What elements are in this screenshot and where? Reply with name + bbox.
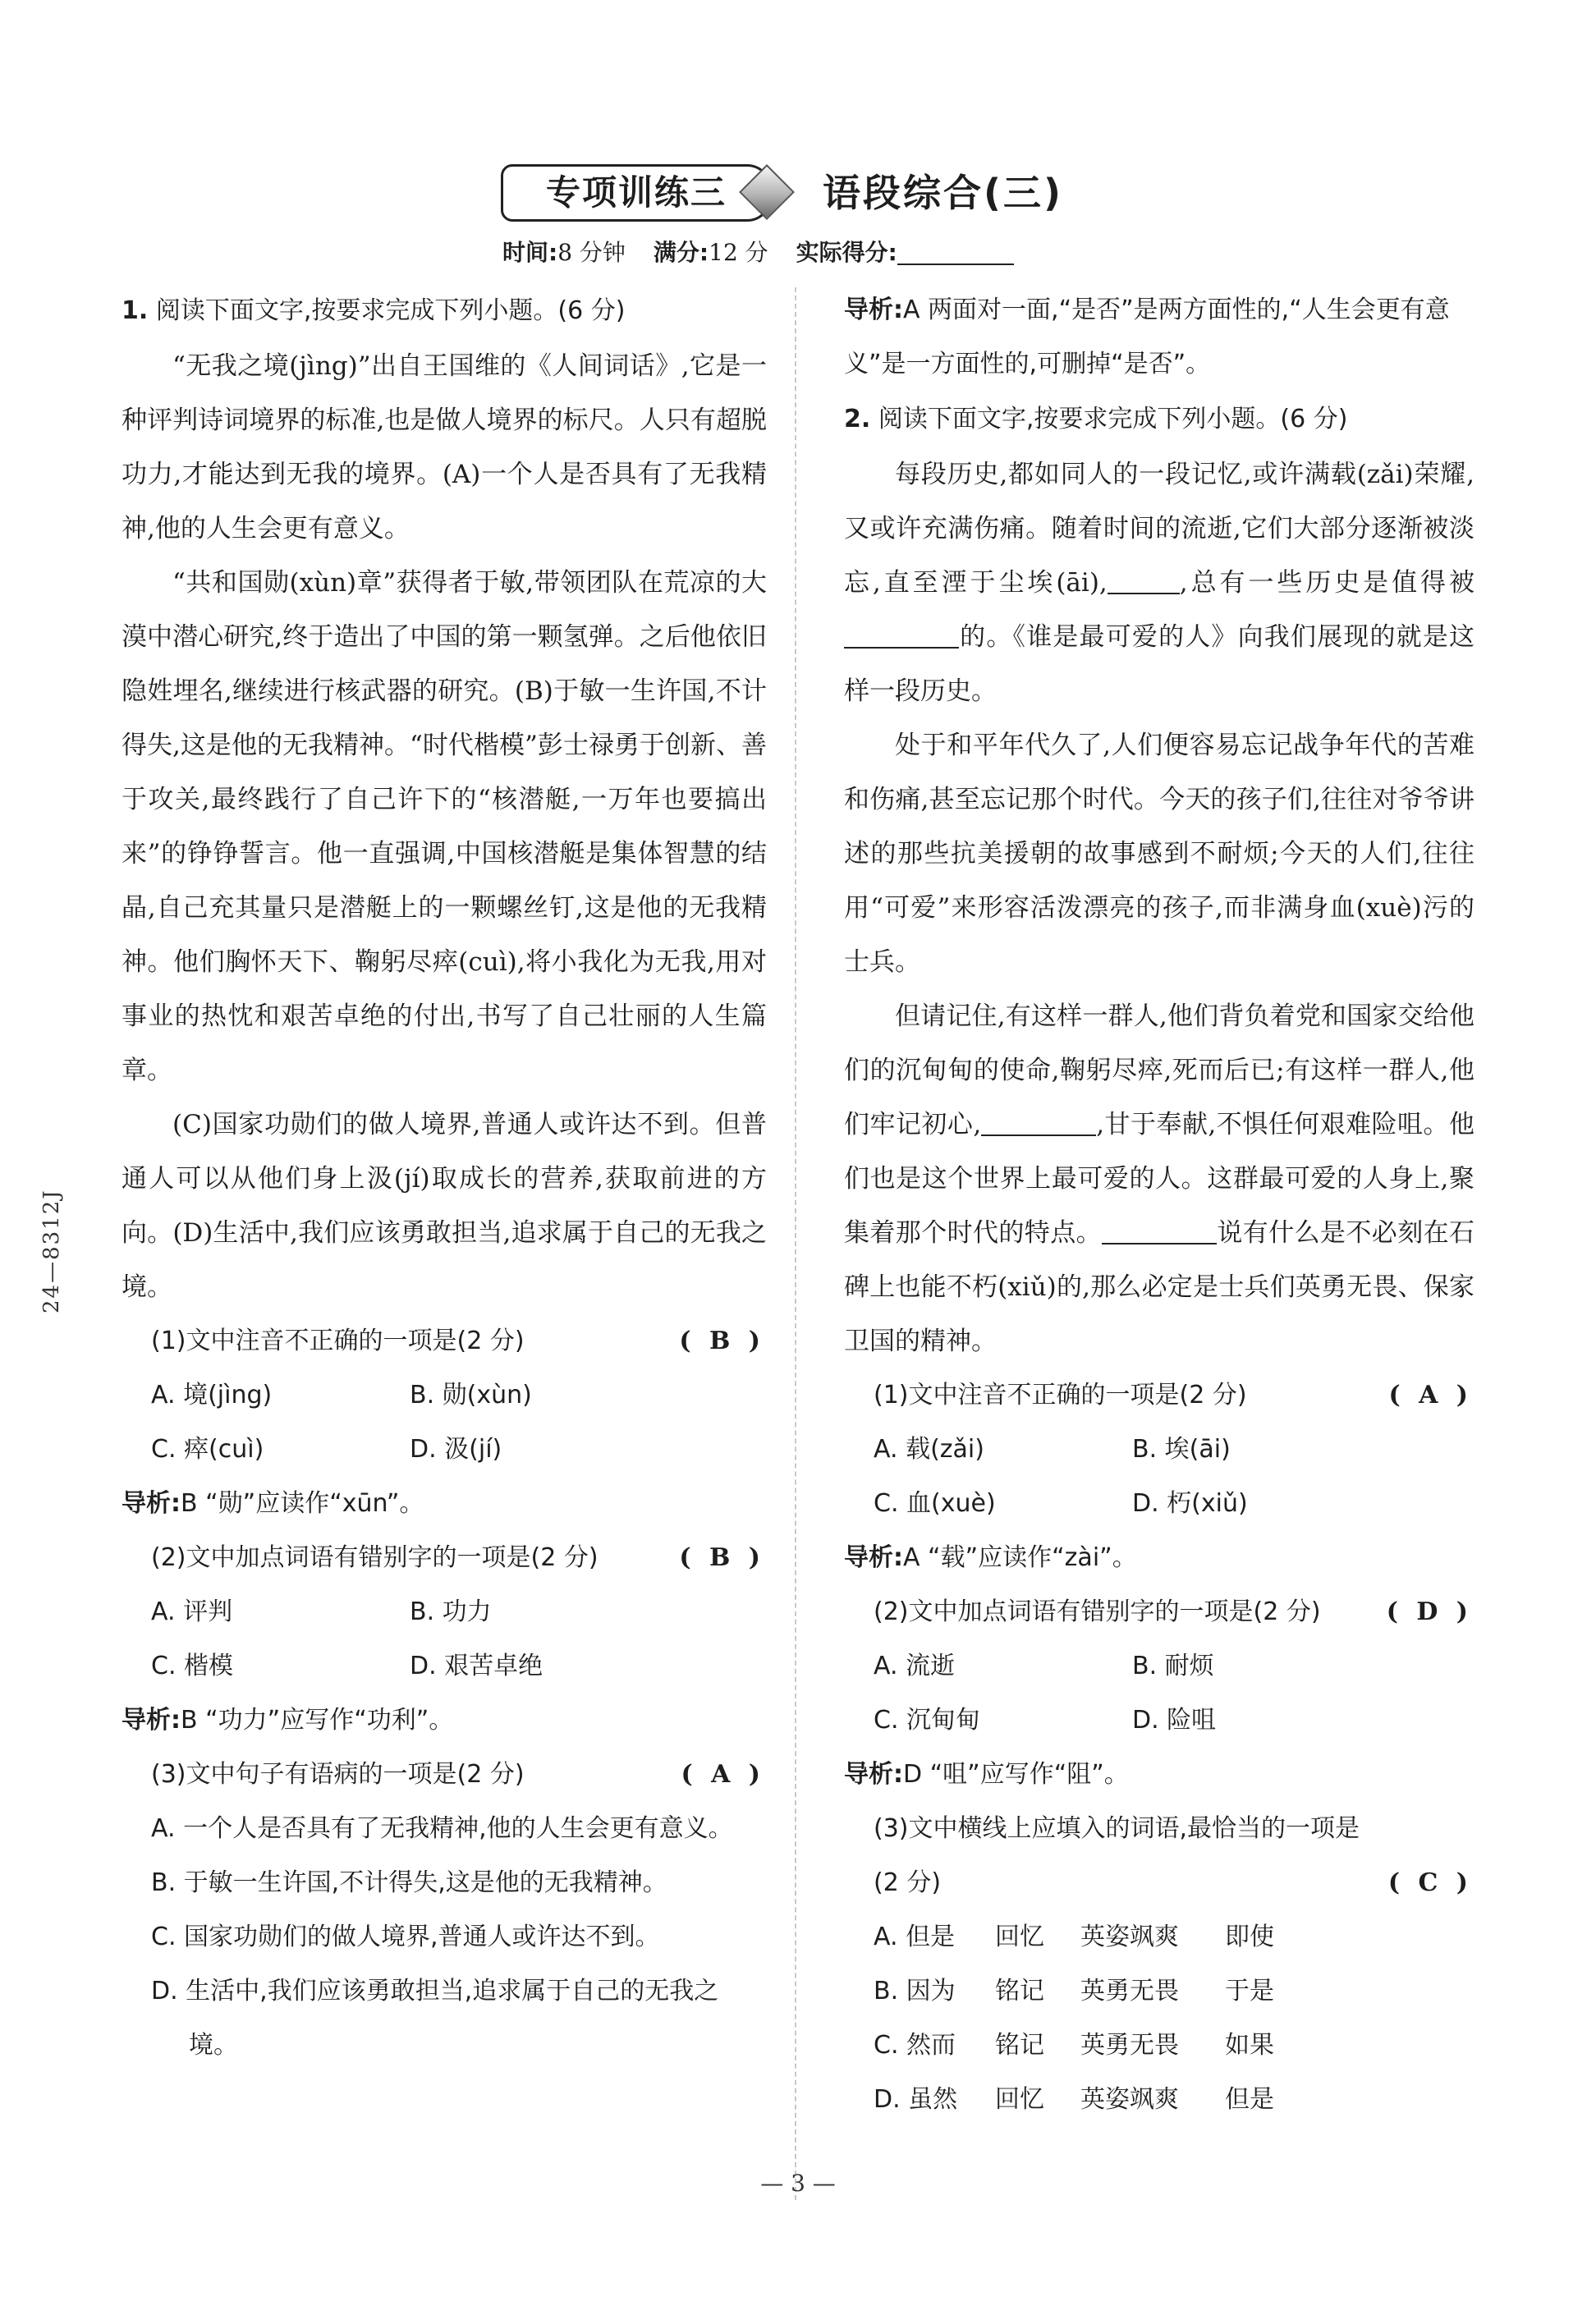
q2-sub2-stem bbox=[844, 1585, 1474, 1639]
option-a[interactable]: A. 载(zǎi) bbox=[874, 1435, 984, 1464]
q2-sub1-stem-text: (1)文中注音不正确的一项是(2 分) bbox=[874, 1381, 1247, 1409]
option-word-2: 回忆 bbox=[995, 1923, 1044, 1951]
option-c[interactable]: C. 瘁(cuì) bbox=[151, 1435, 264, 1464]
title-banner bbox=[501, 161, 1125, 227]
q1-sub2-guide bbox=[122, 1694, 767, 1748]
guide-label: 导析: bbox=[844, 1760, 903, 1789]
option-c[interactable]: C. 沉甸甸 bbox=[874, 1706, 981, 1735]
fill-blank-4[interactable] bbox=[1102, 1220, 1217, 1244]
option-word-3: 英勇无畏 bbox=[1080, 1977, 1179, 2005]
option-word-3: 英姿飒爽 bbox=[1080, 2085, 1179, 2114]
question-1-prompt: 阅读下面文字,按要求完成下列小题。(6 分) bbox=[155, 296, 626, 325]
passage-text: ,甘于奉献,不惧任何艰难险咀。他们也是这个世界上最可爱的人。这群最可爱的人身上,聚集着那个时代的特点。 bbox=[844, 1110, 1474, 1248]
option-a[interactable]: A. 评判 bbox=[151, 1597, 233, 1626]
option-d[interactable]: D. 朽(xiǔ) bbox=[1132, 1489, 1248, 1518]
fill-blank-3[interactable] bbox=[981, 1112, 1096, 1136]
option-a[interactable]: A. 一个人是否具有了无我精神,他的人生会更有意义。 bbox=[151, 1814, 733, 1843]
option-b[interactable]: B. 勋(xùn) bbox=[410, 1381, 532, 1409]
option-b[interactable] bbox=[844, 1964, 1474, 2019]
guide-text: B “勋”应读作“xūn”。 bbox=[181, 1489, 424, 1518]
guide-text: B “功力”应写作“功利”。 bbox=[181, 1706, 454, 1735]
passage-1-para-3: (C)国家功勋们的做人境界,普通人或许达不到。但普通人可以从他们身上汲(jí)取成长的营养,获取前进的方向。(D)生活中,我们应该勇敢担当,追求属于自己的无我之境。 bbox=[122, 1110, 767, 1302]
question-1-number: 1. bbox=[122, 296, 149, 325]
q1-sub2-options-row-2 bbox=[122, 1639, 767, 1694]
passage-text: 的。《谁是最可爱的人》向我们展现的就是这样一段历史。 bbox=[844, 622, 1474, 706]
option-word-4: 即使 bbox=[1225, 1923, 1274, 1951]
option-word-2: 铭记 bbox=[995, 2031, 1044, 2060]
option-c[interactable]: C. 楷模 bbox=[151, 1652, 234, 1680]
column-divider bbox=[795, 287, 796, 2200]
option-d[interactable]: D. 生活中,我们应该勇敢担当,追求属于自己的无我之境。 bbox=[151, 1977, 719, 2060]
q1-sub1-stem-text: (1)文中注音不正确的一项是(2 分) bbox=[151, 1327, 525, 1355]
q2-sub1-options-row-1 bbox=[844, 1423, 1474, 1477]
option-d[interactable] bbox=[844, 2073, 1474, 2127]
q1-sub2-options-row-1 bbox=[122, 1585, 767, 1639]
question-1-heading bbox=[122, 283, 767, 339]
q2-sub3-points: (2 分) bbox=[874, 1868, 942, 1897]
option-word-3: 英勇无畏 bbox=[1080, 2031, 1179, 2060]
guide-label: 导析: bbox=[122, 1706, 181, 1735]
q2-sub2-stem-text: (2)文中加点词语有错别字的一项是(2 分) bbox=[874, 1597, 1321, 1626]
q1-sub3-answer: ( A ) bbox=[681, 1760, 765, 1789]
fill-blank-1[interactable] bbox=[1108, 570, 1180, 594]
q2-sub1-answer: ( A ) bbox=[1388, 1381, 1473, 1409]
option-word-1: C. 然而 bbox=[874, 2031, 956, 2060]
q1-sub1-options-row-2 bbox=[122, 1423, 767, 1477]
q2-sub2-answer: ( D ) bbox=[1386, 1597, 1473, 1626]
q1-sub3-stem bbox=[122, 1748, 767, 1802]
option-word-4: 于是 bbox=[1225, 1977, 1274, 2005]
question-2-heading bbox=[844, 392, 1474, 447]
question-2-prompt: 阅读下面文字,按要求完成下列小题。(6 分) bbox=[878, 405, 1348, 433]
option-d[interactable]: D. 艰苦卓绝 bbox=[410, 1652, 543, 1680]
q2-sub1-stem bbox=[844, 1368, 1474, 1423]
option-a[interactable]: A. 境(jìng) bbox=[151, 1381, 273, 1409]
option-c[interactable]: C. 血(xuè) bbox=[874, 1489, 996, 1518]
q1-sub2-stem-text: (2)文中加点词语有错别字的一项是(2 分) bbox=[151, 1543, 598, 1572]
option-word-1: A. 但是 bbox=[874, 1923, 956, 1951]
q1-sub1-answer: ( B ) bbox=[679, 1327, 765, 1355]
q2-sub1-guide bbox=[844, 1531, 1474, 1585]
q2-sub1-options-row-2 bbox=[844, 1477, 1474, 1531]
time-label: 时间: bbox=[502, 239, 558, 266]
actual-score-blank[interactable] bbox=[897, 241, 1014, 265]
option-word-2: 铭记 bbox=[995, 1977, 1044, 2005]
fill-blank-2[interactable] bbox=[844, 624, 959, 649]
passage-text: 但请记住,有这样一群人,他们背负着党和国家交给他们的沉甸甸的使命,鞠躬尽瘁,死而后已;有这样一群人,他们牢记初心, bbox=[844, 1002, 1474, 1139]
option-b[interactable]: B. 功力 bbox=[410, 1597, 492, 1626]
score-label: 满分: bbox=[653, 239, 709, 266]
option-d[interactable]: D. 险咀 bbox=[1132, 1706, 1217, 1735]
q1-sub3-stem-text: (3)文中句子有语病的一项是(2 分) bbox=[151, 1760, 525, 1789]
q1-sub1-options-row-1 bbox=[122, 1368, 767, 1423]
q2-sub2-options-row-2 bbox=[844, 1694, 1474, 1748]
question-2-number: 2. bbox=[844, 405, 871, 433]
option-a[interactable]: A. 流逝 bbox=[874, 1652, 956, 1680]
passage-2-para-1 bbox=[844, 447, 1474, 718]
option-word-4: 如果 bbox=[1225, 2031, 1274, 2060]
q2-sub3-stem-cont bbox=[844, 1856, 1474, 1910]
option-c[interactable]: C. 国家功勋们的做人境界,普通人或许达不到。 bbox=[151, 1923, 660, 1951]
option-a[interactable] bbox=[844, 1910, 1474, 1964]
passage-1-para-2: “共和国勋(xùn)章”获得者于敏,带领团队在荒凉的大漠中潜心研究,终于造出了中国的第一颗氢弹。之后他依旧隐姓埋名,继续进行核武器的研究。(B)于敏一生许国,不计得失,这是他的无我精神。“时代楷模”彭士禄勇于创新、善于攻关,最终践行了自己许下的“核潜艇,一万年也要搞出来”的铮铮誓言。他一直强调,中国核潜艇是集体智慧的结晶,自己充其量只是潜艇上的一颗螺丝钉,这是他的无我精神。他们胸怀天下、鞠躬尽瘁(cuì),将小我化为无我,用对事业的热忱和艰苦卓绝的付出,书写了自己壮丽的人生篇章。 bbox=[122, 568, 767, 1085]
q2-sub3-answer: ( C ) bbox=[1387, 1868, 1473, 1897]
option-word-4: 但是 bbox=[1225, 2085, 1274, 2114]
q2-sub2-options-row-1 bbox=[844, 1639, 1474, 1694]
q1-sub1-guide bbox=[122, 1477, 767, 1531]
q2-sub2-guide bbox=[844, 1748, 1474, 1802]
right-column bbox=[844, 283, 1474, 2127]
passage-2-para-2: 处于和平年代久了,人们便容易忘记战争年代的苦难和伤痛,甚至忘记那个时代。今天的孩子们,往往对爷爷讲述的那些抗美援朝的故事感到不耐烦;今天的人们,往往用“可爱”来形容活泼漂亮的孩子,而非满身血(xuè)污的士兵。 bbox=[844, 731, 1474, 977]
guide-label: 导析: bbox=[844, 296, 903, 324]
option-word-1: D. 虽然 bbox=[874, 2085, 958, 2114]
option-b[interactable]: B. 耐烦 bbox=[1132, 1652, 1214, 1680]
guide-text: D “咀”应写作“阻”。 bbox=[903, 1760, 1129, 1789]
option-b[interactable]: B. 埃(āi) bbox=[1132, 1435, 1231, 1464]
side-code: 24—8312J bbox=[39, 1189, 64, 1313]
section-label: 专项训练三 bbox=[501, 164, 772, 222]
q1-sub2-answer: ( B ) bbox=[679, 1543, 765, 1572]
option-c[interactable] bbox=[844, 2019, 1474, 2073]
time-value: 8 分钟 bbox=[557, 239, 626, 266]
guide-label: 导析: bbox=[122, 1489, 181, 1518]
left-column bbox=[122, 283, 767, 2073]
option-d[interactable]: D. 汲(jí) bbox=[410, 1435, 502, 1464]
option-word-3: 英姿飒爽 bbox=[1080, 1923, 1179, 1951]
passage-text: 每段历史,都如同人的一段记忆,或许满载(zǎi)荣耀,又或许充满伤痛。随着时间的流逝,它们大部分逐渐被淡忘,直至湮于尘埃(āi), bbox=[844, 460, 1474, 598]
score-value: 12 分 bbox=[709, 239, 768, 266]
q1-sub3-guide bbox=[844, 283, 1474, 392]
page-title: 语段综合(三) bbox=[823, 171, 1064, 215]
option-word-1: B. 因为 bbox=[874, 1977, 956, 2005]
meta-line bbox=[502, 236, 1126, 269]
guide-text: A “载”应读作“zài”。 bbox=[903, 1543, 1137, 1572]
q1-sub1-stem bbox=[122, 1314, 767, 1368]
q1-sub2-stem bbox=[122, 1531, 767, 1585]
actual-score-label: 实际得分: bbox=[796, 239, 897, 266]
guide-label: 导析: bbox=[844, 1543, 903, 1572]
passage-1-para-1: “无我之境(jìng)”出自王国维的《人间词话》,它是一种评判诗词境界的标准,也是做人境界的标尺。人只有超脱功力,才能达到无我的境界。(A)一个人是否具有了无我精神,他的人生会更有意义。 bbox=[122, 351, 767, 543]
option-word-2: 回忆 bbox=[995, 2085, 1044, 2114]
passage-2-para-3 bbox=[844, 989, 1474, 1368]
option-b[interactable]: B. 于敏一生许国,不计得失,这是他的无我精神。 bbox=[151, 1868, 667, 1897]
guide-text: A 两面对一面,“是否”是两方面性的,“人生会更有意义”是一方面性的,可删掉“是否”。 bbox=[844, 296, 1450, 378]
passage-text: ,总有一些历史是值得被 bbox=[1179, 568, 1474, 598]
page-number: — 3 — bbox=[760, 2170, 836, 2197]
q2-sub3-stem: (3)文中横线上应填入的词语,最恰当的一项是 bbox=[874, 1814, 1360, 1843]
passage-text: 说有什么是不必刻在石碑上也能不朽(xiǔ)的,那么必定是士兵们英勇无畏、保家卫国的精神。 bbox=[844, 1218, 1474, 1356]
